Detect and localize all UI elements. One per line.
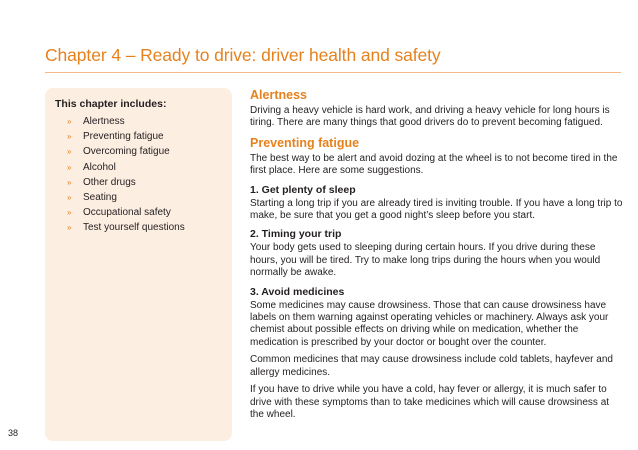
subheading-timing-trip: 2. Timing your trip xyxy=(250,228,342,241)
toc-item-occupational-safety xyxy=(67,207,185,222)
toc-item-label: Overcoming fatigue xyxy=(83,146,170,158)
chevron-bullet-icon: » xyxy=(67,132,72,142)
toc-item-alcohol xyxy=(67,162,185,177)
timing-paragraph: Your body gets used to sleeping during certain hours. If you drive during these hours, you will be tired. Try to make long trips during the hours when you would normally be awake. xyxy=(250,242,601,279)
preventing-fatigue-paragraph: The best way to be alert and avoid dozing at the wheel is to not become tired in the first place. Here are some suggestions. xyxy=(250,152,618,177)
toc-item-label: Other drugs xyxy=(83,176,136,188)
toc-item-label: Occupational safety xyxy=(83,207,171,219)
toc-item-overcoming-fatigue xyxy=(67,146,185,161)
subheading-avoid-medicines: 3. Avoid medicines xyxy=(250,285,345,298)
title-divider xyxy=(45,72,621,73)
chevron-bullet-icon: » xyxy=(67,147,72,157)
toc-item-seating xyxy=(67,192,185,207)
sleep-paragraph: Starting a long trip if you are already tired is inviting trouble. If you have a long trip to make, be sure that you get a good night’s sleep before you start. xyxy=(250,197,623,222)
subheading-get-sleep: 1. Get plenty of sleep xyxy=(250,183,356,196)
chevron-bullet-icon: » xyxy=(67,223,72,233)
chapter-title: Chapter 4 – Ready to drive: driver health and safety xyxy=(45,45,441,65)
toc-item-alertness xyxy=(67,116,185,131)
chevron-bullet-icon: » xyxy=(67,117,72,126)
toc-item-label: Test yourself questions xyxy=(83,222,185,234)
medicines-paragraph-3: If you have to drive while you have a cold, hay fever or allergy, it is much safer to drive with these symptoms than to take medicines which will cause drowsiness at the wheel. xyxy=(250,384,610,420)
chapter-contents-list xyxy=(67,116,185,238)
alertness-paragraph: Driving a heavy vehicle is hard work, and driving a heavy vehicle for long hours is tiring. There are many things that good drivers do to prevent becoming fatigued. xyxy=(250,105,610,129)
medicines-paragraph-1: Some medicines may cause drowsiness. Those that can cause drowsiness have labels on them warning against operating vehicles or machinery. Always ask your chemist about possible effects on driving while on medication, whether the medication is prescribed by your doctor or bought over the counter. xyxy=(250,299,609,348)
page-number: 38 xyxy=(8,428,19,438)
main-content xyxy=(250,87,625,426)
toc-item-label: Preventing fatigue xyxy=(83,131,164,143)
medicines-paragraph-2: Common medicines that may cause drowsiness include cold tablets, hayfever and allergy medicines. xyxy=(250,354,613,378)
section-heading-preventing-fatigue: Preventing fatigue xyxy=(250,135,360,150)
toc-item-label: Alertness xyxy=(83,116,125,127)
section-heading-alertness: Alertness xyxy=(250,88,307,102)
toc-item-label: Alcohol xyxy=(83,161,116,173)
chapter-contents-heading: This chapter includes: xyxy=(55,98,167,110)
chevron-bullet-icon: » xyxy=(67,177,72,187)
toc-item-other-drugs xyxy=(67,177,185,192)
chevron-bullet-icon: » xyxy=(67,162,72,172)
chevron-bullet-icon: » xyxy=(67,208,72,218)
chevron-bullet-icon: » xyxy=(67,192,72,202)
toc-item-preventing-fatigue xyxy=(67,131,185,146)
toc-item-test-yourself xyxy=(67,222,185,237)
toc-item-label: Seating xyxy=(83,191,117,203)
